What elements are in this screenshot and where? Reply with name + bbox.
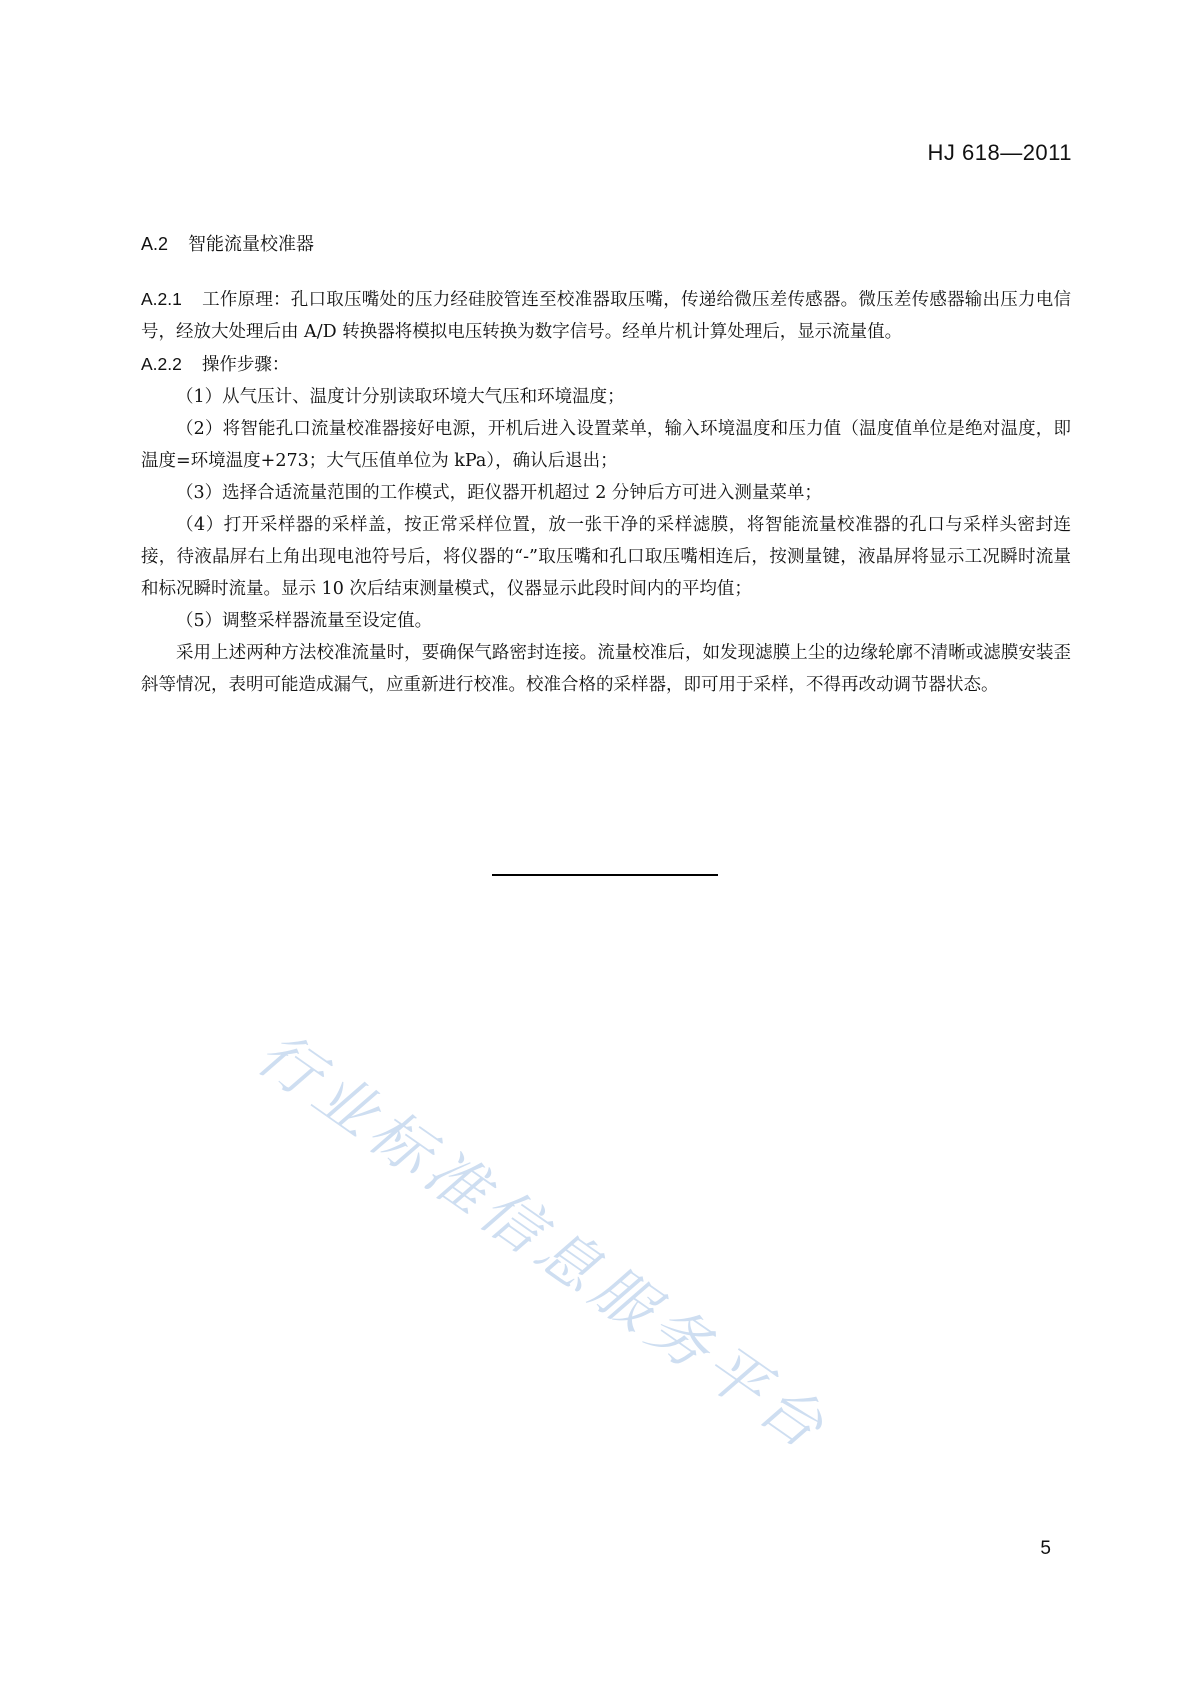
- standard-code: HJ 618—2011: [927, 140, 1072, 165]
- clause-a-2-2: [141, 348, 1071, 381]
- step-item: （3）选择合适流量范围的工作模式，距仪器开机超过 2 分钟后方可进入测量菜单；: [176, 483, 822, 503]
- section-heading: [141, 228, 1071, 261]
- document-body: [141, 228, 1071, 701]
- page-number: 5: [1040, 1538, 1051, 1559]
- step-item: （5）调整采样器流量至设定值。: [176, 611, 433, 631]
- clause-text: 工作原理：孔口取压嘴处的压力经硅胶管连至校准器取压嘴，传递给微压差传感器。微压差传感器输出压力电信号，经放大处理后由 A/D 转换器将模拟电压转换为数字信号。经单片机计算处理后，显示流量值。: [141, 290, 1071, 342]
- end-divider-line: [492, 874, 718, 876]
- step-item: （2）将智能孔口流量校准器接好电源，开机后进入设置菜单，输入环境温度和压力值（温度值单位是绝对温度，即温度=环境温度+273；大气压值单位为 kPa），确认后退出；: [141, 419, 1071, 471]
- clause-a-2-1: [141, 283, 1071, 348]
- step-item: （4）打开采样器的采样盖，按正常采样位置，放一张干净的采样滤膜，将智能流量校准器的孔口与采样头密封连接，待液晶屏右上角出现电池符号后，将仪器的“-”取压嘴和孔口取压嘴相连后，按测量键，液晶屏将显示工况瞬时流量和标况瞬时流量。显示 10 次后结束测量模式，仪器显示此段时间内的平均值；: [141, 515, 1071, 599]
- clause-number: A.2.2: [141, 354, 182, 374]
- section-title: 智能流量校准器: [188, 234, 315, 255]
- section-number: A.2: [141, 234, 169, 254]
- closing-paragraph: 采用上述两种方法校准流量时，要确保气路密封连接。流量校准后，如发现滤膜上尘的边缘轮廓不清晰或滤膜安装歪斜等情况，表明可能造成漏气，应重新进行校准。校准合格的采样器，即可用于采样，不得再改动调节器状态。: [141, 643, 1071, 695]
- clause-number: A.2.1: [141, 289, 182, 309]
- step-item: （1）从气压计、温度计分别读取环境大气压和环境温度；: [176, 387, 625, 407]
- watermark: 行业标准信息服务平台: [244, 1018, 842, 1467]
- clause-text: 操作步骤：: [201, 355, 290, 375]
